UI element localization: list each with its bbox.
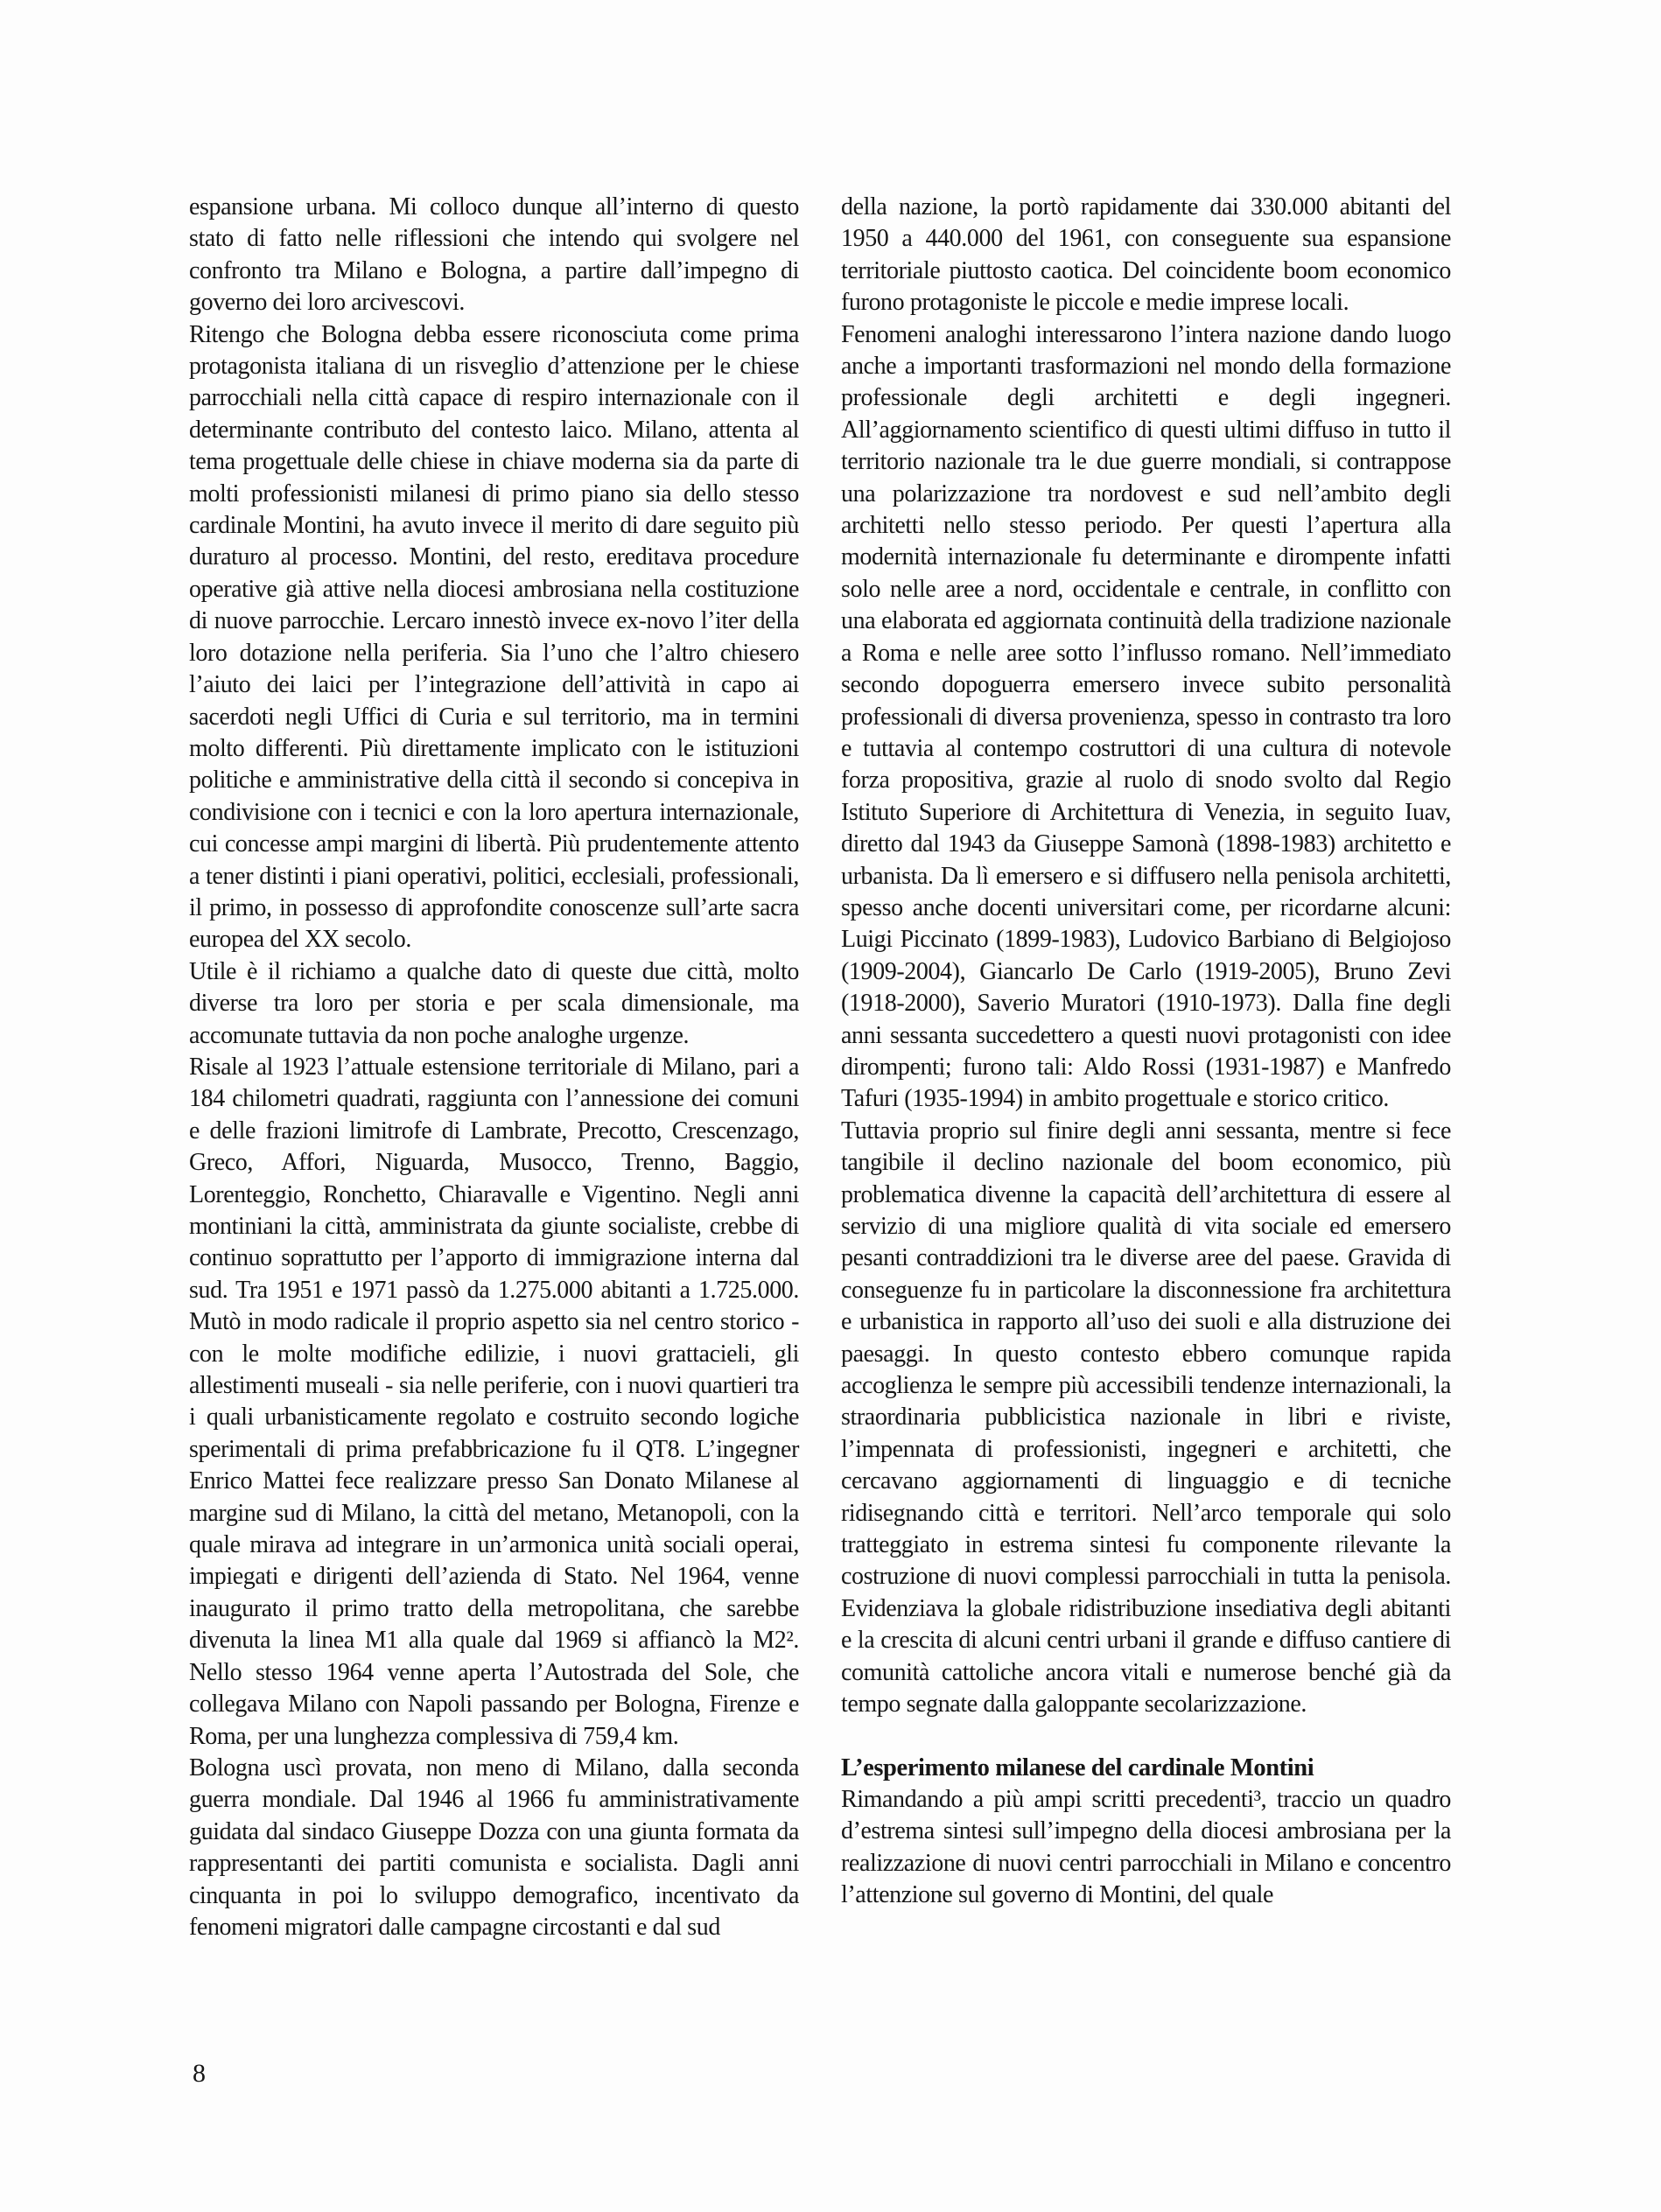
paragraph: Utile è il richiamo a qualche dato di queste due città, molto diverse tra loro per storia e per scala dimensionale, ma accomunate tuttavia da non poche analoghe urgenze. <box>189 957 799 1049</box>
paragraph: Fenomeni analoghi interessarono l’intera nazione dando luogo anche a importanti trasformazioni nel mondo della formazione professionale degli architetti e degli ingegneri. All’aggiornamento scientifico di questi ultimi diffuso in tutto il territorio nazionale tra le due guerre mondiali, si contrappose una polarizzazione tra nordovest e sud nell’ambito degli architetti nello stesso periodo. Per questi l’apertura alla modernità internazionale fu determinante e dirompente infatti solo nelle aree a nord, occidentale e centrale, in conflitto con una elaborata ed aggiornata continuità della tradizione nazionale a Roma e nelle aree sotto l’influsso romano. Nell’immediato secondo dopoguerra emersero invece subito personalità professionali di diversa provenienza, spesso in contrasto tra loro e tuttavia al contempo costruttori di una cultura di notevole forza propositiva, grazie al ruolo di snodo svolto dal Regio Istituto Superiore di Architettura di Venezia, in seguito Iuav, diretto dal 1943 da Giuseppe Samonà (1898-1983) architetto e urbanista. Da lì emersero e si diffusero nella penisola architetti, spesso anche docenti universitari come, per ricordarne alcuni: Luigi Piccinato (1899-1983), Ludovico Barbiano di Belgiojoso (1909-2004), Giancarlo De Carlo (1919-2005), Bruno Zevi (1918-2000), Saverio Muratori (1910-1973). Dalla fine degli anni sessanta succedettero a questi nuovi protagonisti con idee dirompenti; furono tali: Aldo Rossi (1931-1987) e Manfredo Tafuri (1935-1994) in ambito progettuale e storico critico. <box>841 320 1451 1113</box>
left-column <box>189 192 799 1943</box>
paragraph: della nazione, la portò rapidamente dai 330.000 abitanti del 1950 a 440.000 del 1961, con conseguente sua espansione territoriale piuttosto caotica. Del coincidente boom economico furono protagoniste le piccole e medie imprese locali. <box>841 193 1451 317</box>
paragraph: Tuttavia proprio sul finire degli anni sessanta, mentre si fece tangibile il declino nazionale del boom economico, più problematica divenne la capacità dell’architettura di essere al servizio di una migliore qualità di vita sociale ed emersero pesanti contraddizioni tra le diverse aree del paese. Gravida di conseguenze fu in particolare la disconnessione fra architettura e urbanistica in rapporto all’uso dei suoli e alla distruzione dei paesaggi. In questo contesto ebbero comunque rapida accoglienza le sempre più accessibili tendenze internazionali, la straordinaria pubblicistica nazionale in libri e riviste, l’impennata di professionisti, ingegneri e architetti, che cercavano aggiornamenti di linguaggio e di tecniche ridisegnando città e territori. Nell’arco temporale qui solo tratteggiato in estrema sintesi fu componente rilevante la costruzione di nuovi complessi parrocchiali in tutta la penisola. Evidenziava la globale ridistribuzione insediativa degli abitanti e la crescita di alcuni centri urbani il grande e diffuso cantiere di comunità cattoliche ancora vitali e numerose benché già da tempo segnate dalla galoppante secolarizzazione. <box>841 1116 1451 1718</box>
paragraph: Risale al 1923 l’attuale estensione territoriale di Milano, pari a 184 chilometri quadrati, raggiunta con l’annessione dei comuni e delle frazioni limitrofe di Lambrate, Precotto, Crescenzago, Greco, Affori, Niguarda, Musocco, Trenno, Baggio, Lorenteggio, Ronchetto, Chiaravalle e Vigentino. Negli anni montiniani la città, amministrata da giunte socialiste, crebbe di continuo soprattutto per l’apporto di immigrazione interna dal sud. Tra 1951 e 1971 passò da 1.275.000 abitanti a 1.725.000. Mutò in modo radicale il proprio aspetto sia nel centro storico - con le molte modifiche edilizie, i nuovi grattacieli, gli allestimenti museali - sia nelle periferie, con i nuovi quartieri tra i quali urbanisticamente regolato e costruito secondo logiche sperimentali di prima prefabbricazione fu il QT8. L’ingegner Enrico Mattei fece realizzare presso San Donato Milanese al margine sud di Milano, la città del metano, Metanopoli, con la quale mirava ad integrare in un’armonica unità sociali operai, impiegati e dirigenti dell’azienda di Stato. Nel 1964, venne inaugurato il primo tratto della metropolitana, che sarebbe divenuta la linea M1 alla quale dal 1969 si affiancò la M2². Nello stesso 1964 venne aperta l’Autostrada del Sole, che collegava Milano con Napoli passando per Bologna, Firenze e Roma, per una lunghezza complessiva di 759,4 km. <box>189 1053 799 1750</box>
text-columns <box>189 192 1451 1943</box>
right-column <box>841 192 1451 1943</box>
section-heading: L’esperimento milanese del cardinale Montini <box>841 1754 1314 1782</box>
paragraph: Rimandando a più ampi scritti precedenti³, traccio un quadro d’estrema sintesi sull’impegno della diocesi ambrosiana per la realizzazione di nuovi centri parrocchiali in Milano e concentro l’attenzione sul governo di Montini, del quale <box>841 1785 1451 1909</box>
page-number: 8 <box>193 2059 206 2088</box>
paragraph: Bologna uscì provata, non meno di Milano, dalla seconda guerra mondiale. Dal 1946 al 1966 fu amministrativamente guidata dal sindaco Giuseppe Dozza con una giunta formata da rappresentanti dei partiti comunista e socialista. Dagli anni cinquanta in poi lo sviluppo demografico, incentivato da fenomeni migratori dalle campagne circostanti e dal sud <box>189 1754 799 1941</box>
paragraph: espansione urbana. Mi colloco dunque all’interno di questo stato di fatto nelle riflessioni che intendo qui svolgere nel confronto tra Milano e Bologna, a partire dall’impegno di governo dei loro arcivescovi. <box>189 193 799 317</box>
paragraph: Ritengo che Bologna debba essere riconosciuta come prima protagonista italiana di un risveglio d’attenzione per le chiese parrocchiali nella città capace di respiro internazionale con il determinante contributo del contesto laico. Milano, attenta al tema progettuale delle chiese in chiave moderna sia da parte di molti professionisti milanesi di primo piano sia dello stesso cardinale Montini, ha avuto invece il merito di dare seguito più duraturo al processo. Montini, del resto, ereditava procedure operative già attive nella diocesi ambrosiana nella costituzione di nuove parrocchie. Lercaro innestò invece ex-novo l’iter della loro dotazione nella periferia. Sia l’uno che l’altro chiesero l’aiuto dei laici per l’integrazione dell’attività in capo ai sacerdoti negli Uffici di Curia e sul territorio, ma in termini molto differenti. Più direttamente implicato con le istituzioni politiche e amministrative della città il secondo si concepiva in condivisione con i tecnici e con la loro apertura internazionale, cui concesse ampi margini di libertà. Più prudentemente attento a tener distinti i piani operativi, politici, ecclesiali, professionali, il primo, in possesso di approfondite conoscenze sull’arte sacra europea del XX secolo. <box>189 320 799 954</box>
